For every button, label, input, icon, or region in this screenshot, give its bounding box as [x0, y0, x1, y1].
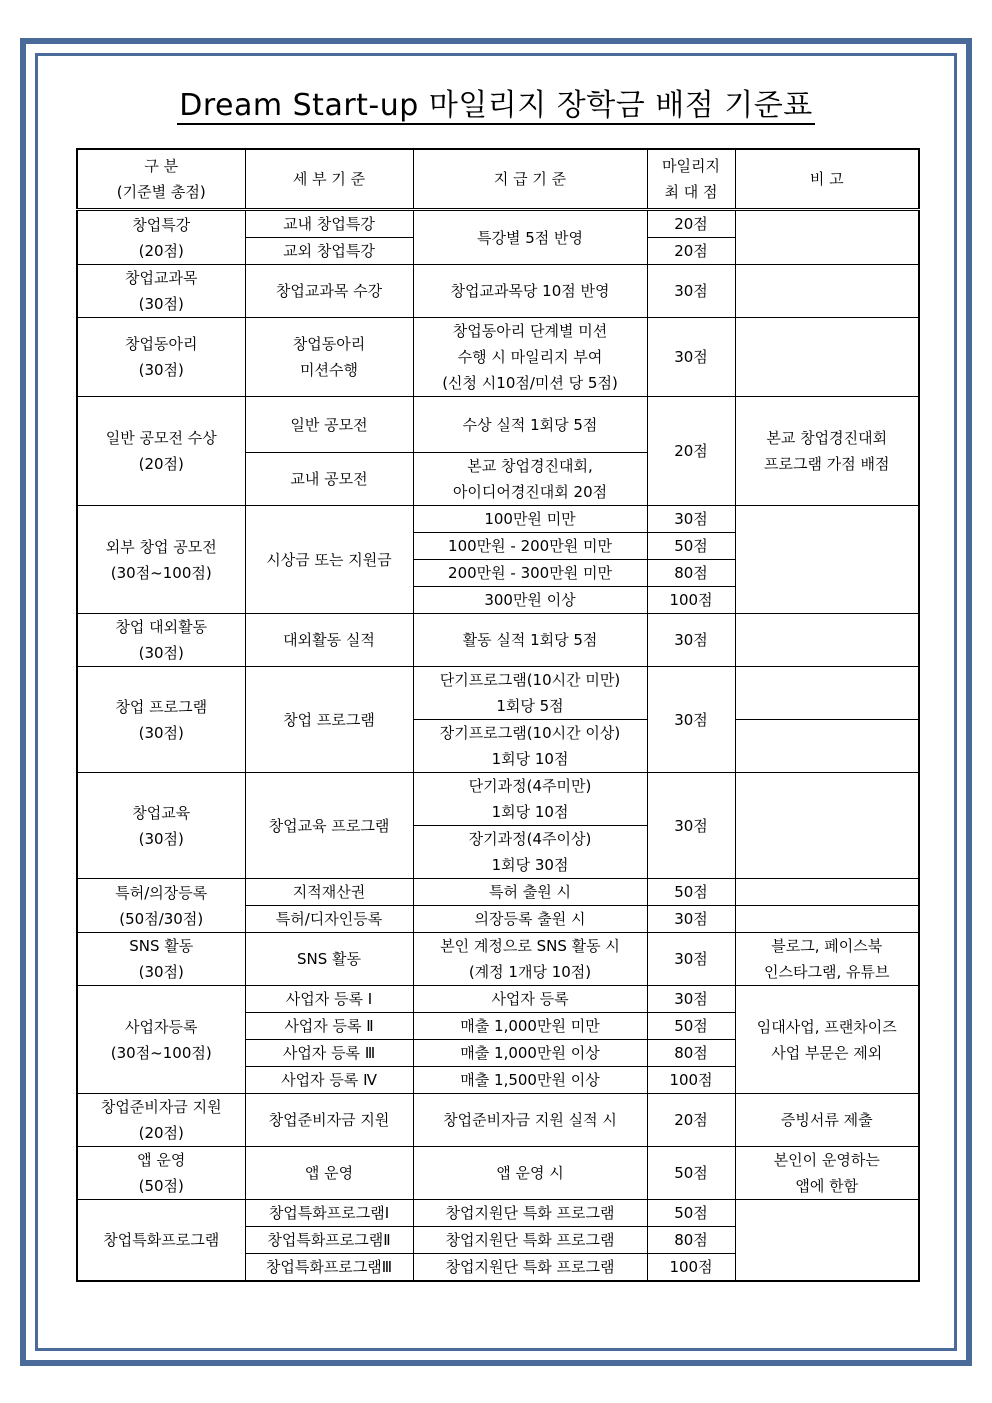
cell-note	[735, 667, 919, 720]
table-row	[77, 265, 919, 318]
cell-max: 20점	[647, 397, 735, 506]
table-row	[77, 210, 919, 238]
table-row	[77, 506, 919, 533]
cell-note: 블로그, 페이스북 인스타그램, 유튜브	[735, 933, 919, 986]
header-category: 구 분 (기준별 총점)	[77, 149, 245, 210]
cell-category: 창업 대외활동 (30점)	[77, 614, 245, 667]
cell-criteria: 단기과정(4주미만) 1회당 10점	[413, 773, 647, 826]
scoring-table	[76, 148, 920, 1282]
cell-criteria: 본교 창업경진대회, 아이디어경진대회 20점	[413, 453, 647, 506]
cell-max: 30점	[647, 986, 735, 1013]
cell-detail: 사업자 등록 Ⅲ	[245, 1040, 413, 1067]
cell-max: 80점	[647, 560, 735, 587]
cell-category: 특허/의장등록 (50점/30점)	[77, 879, 245, 933]
cell-max: 30점	[647, 265, 735, 318]
cell-criteria: 매출 1,500만원 이상	[413, 1067, 647, 1094]
cell-note	[735, 210, 919, 265]
cell-max: 30점	[647, 506, 735, 533]
table-row	[77, 667, 919, 720]
cell-note: 본인이 운영하는 앱에 한함	[735, 1147, 919, 1200]
header-criteria: 지 급 기 준	[413, 149, 647, 210]
cell-detail: 창업 프로그램	[245, 667, 413, 773]
cell-detail: 교내 창업특강	[245, 210, 413, 238]
cell-criteria: 단기프로그램(10시간 미만) 1회당 5점	[413, 667, 647, 720]
cell-detail: 창업특화프로그램Ⅲ	[245, 1254, 413, 1282]
table-row	[77, 614, 919, 667]
header-max: 마일리지 최 대 점	[647, 149, 735, 210]
table-header-row	[77, 149, 919, 210]
cell-detail: 창업동아리 미션수행	[245, 318, 413, 397]
cell-criteria: 수상 실적 1회당 5점	[413, 397, 647, 453]
cell-criteria: 창업지원단 특화 프로그램	[413, 1200, 647, 1227]
cell-criteria: 100만원 미만	[413, 506, 647, 533]
cell-category: 창업 프로그램 (30점)	[77, 667, 245, 773]
header-detail: 세 부 기 준	[245, 149, 413, 210]
cell-criteria: 의장등록 출원 시	[413, 906, 647, 933]
table-row	[77, 1200, 919, 1227]
cell-note	[735, 318, 919, 397]
cell-max: 50점	[647, 1013, 735, 1040]
table-row	[77, 397, 919, 453]
cell-note	[735, 506, 919, 614]
cell-category: 창업교과목 (30점)	[77, 265, 245, 318]
cell-criteria: 특허 출원 시	[413, 879, 647, 906]
cell-max: 100점	[647, 1254, 735, 1282]
cell-category: SNS 활동 (30점)	[77, 933, 245, 986]
cell-max: 30점	[647, 773, 735, 879]
table-row	[77, 773, 919, 826]
cell-max: 30점	[647, 906, 735, 933]
table-row	[77, 879, 919, 906]
cell-criteria: 본인 계정으로 SNS 활동 시 (계정 1개당 10점)	[413, 933, 647, 986]
cell-criteria: 매출 1,000만원 미만	[413, 1013, 647, 1040]
cell-detail: 창업교육 프로그램	[245, 773, 413, 879]
cell-category: 사업자등록 (30점~100점)	[77, 986, 245, 1094]
cell-max: 30점	[647, 614, 735, 667]
cell-note	[735, 906, 919, 933]
cell-max: 50점	[647, 1147, 735, 1200]
cell-max: 100점	[647, 1067, 735, 1094]
cell-max: 30점	[647, 318, 735, 397]
cell-detail: 창업교과목 수강	[245, 265, 413, 318]
table-row	[77, 1147, 919, 1200]
cell-max: 50점	[647, 1200, 735, 1227]
cell-note	[735, 879, 919, 906]
cell-criteria: 특강별 5점 반영	[413, 210, 647, 265]
header-note: 비 고	[735, 149, 919, 210]
cell-max: 20점	[647, 1094, 735, 1147]
cell-detail: 시상금 또는 지원금	[245, 506, 413, 614]
cell-criteria: 매출 1,000만원 이상	[413, 1040, 647, 1067]
cell-max: 100점	[647, 587, 735, 614]
cell-criteria: 창업교과목당 10점 반영	[413, 265, 647, 318]
cell-criteria: 창업준비자금 지원 실적 시	[413, 1094, 647, 1147]
cell-max: 30점	[647, 933, 735, 986]
cell-note	[735, 773, 919, 879]
cell-detail: 창업준비자금 지원	[245, 1094, 413, 1147]
cell-note	[735, 1200, 919, 1282]
cell-criteria: 앱 운영 시	[413, 1147, 647, 1200]
cell-detail: 지적재산권	[245, 879, 413, 906]
cell-detail: 교내 공모전	[245, 453, 413, 506]
cell-note	[735, 614, 919, 667]
cell-detail: 대외활동 실적	[245, 614, 413, 667]
cell-criteria: 사업자 등록	[413, 986, 647, 1013]
cell-detail: 교외 창업특강	[245, 238, 413, 265]
cell-detail: 사업자 등록 Ⅳ	[245, 1067, 413, 1094]
cell-criteria: 200만원 - 300만원 미만	[413, 560, 647, 587]
cell-criteria: 100만원 - 200만원 미만	[413, 533, 647, 560]
cell-category: 앱 운영 (50점)	[77, 1147, 245, 1200]
cell-detail: 창업특화프로그램Ⅰ	[245, 1200, 413, 1227]
cell-note	[735, 720, 919, 773]
cell-criteria: 장기과정(4주이상) 1회당 30점	[413, 826, 647, 879]
cell-max: 50점	[647, 533, 735, 560]
cell-criteria: 창업동아리 단계별 미션 수행 시 마일리지 부여 (신청 시10점/미션 당 5점)	[413, 318, 647, 397]
cell-criteria: 창업지원단 특화 프로그램	[413, 1227, 647, 1254]
cell-max: 50점	[647, 879, 735, 906]
cell-detail: 사업자 등록 Ⅱ	[245, 1013, 413, 1040]
cell-max: 20점	[647, 210, 735, 238]
cell-criteria: 300만원 이상	[413, 587, 647, 614]
cell-max: 20점	[647, 238, 735, 265]
table-row	[77, 933, 919, 986]
cell-category: 창업특강 (20점)	[77, 210, 245, 265]
cell-category: 창업특화프로그램	[77, 1200, 245, 1282]
cell-note: 본교 창업경진대회 프로그램 가점 배점	[735, 397, 919, 506]
table-row	[77, 1094, 919, 1147]
cell-detail: 창업특화프로그램Ⅱ	[245, 1227, 413, 1254]
cell-note: 임대사업, 프랜차이즈 사업 부문은 제외	[735, 986, 919, 1094]
cell-category: 외부 창업 공모전 (30점~100점)	[77, 506, 245, 614]
cell-criteria: 창업지원단 특화 프로그램	[413, 1254, 647, 1282]
cell-detail: 사업자 등록 Ⅰ	[245, 986, 413, 1013]
cell-note: 증빙서류 제출	[735, 1094, 919, 1147]
cell-max: 80점	[647, 1040, 735, 1067]
cell-detail: 특허/디자인등록	[245, 906, 413, 933]
cell-detail: 앱 운영	[245, 1147, 413, 1200]
cell-criteria: 장기프로그램(10시간 이상) 1회당 10점	[413, 720, 647, 773]
document-title	[0, 84, 992, 128]
cell-detail: 일반 공모전	[245, 397, 413, 453]
cell-category: 창업동아리 (30점)	[77, 318, 245, 397]
cell-category: 일반 공모전 수상 (20점)	[77, 397, 245, 506]
cell-detail: SNS 활동	[245, 933, 413, 986]
table-row	[77, 986, 919, 1013]
cell-max: 80점	[647, 1227, 735, 1254]
cell-category: 창업준비자금 지원 (20점)	[77, 1094, 245, 1147]
cell-max: 30점	[647, 667, 735, 773]
cell-criteria: 활동 실적 1회당 5점	[413, 614, 647, 667]
cell-category: 창업교육 (30점)	[77, 773, 245, 879]
document-title-text: Dream Start-up 마일리지 장학금 배점 기준표	[179, 88, 813, 123]
table-row	[77, 318, 919, 397]
cell-note	[735, 265, 919, 318]
